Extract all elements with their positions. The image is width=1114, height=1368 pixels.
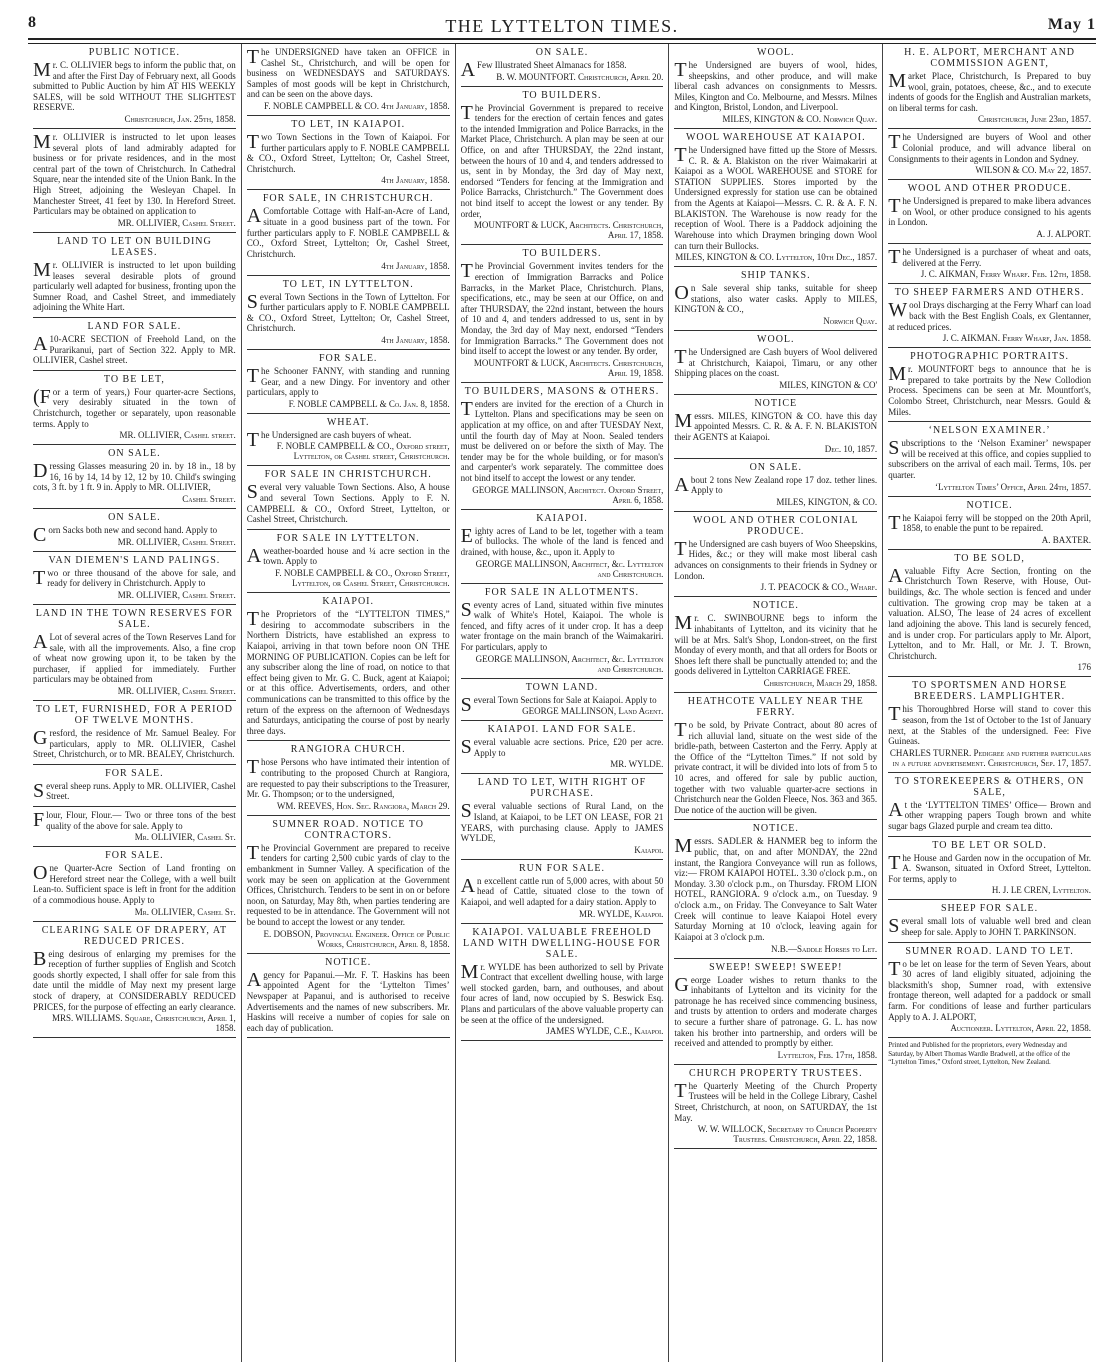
- ad-body: George Loader wishes to return thanks to the inhabitants of Lyttelton and its vicinity for the patronage he has received since commencing business, and trusts by attention to orders and moderate charges to secure a further share of patronage. G. L. has now taken his brother into partnership, and orders will be received and attended to promptly by either.: [674, 973, 878, 1049]
- ad-body: Two or three thousand of the above for sale, and ready for delivery in Christchurch. Apply to: [33, 566, 236, 589]
- ad-heading: ‘NELSON EXAMINER.’: [928, 425, 1051, 437]
- ad-body: Several sheep runs. Apply to MR. OLLIVIER, Cashel Street.: [33, 779, 236, 802]
- advertisement: [33, 44, 236, 129]
- ad-body: About 2 tons New Zealand rope 17 doz. tether lines. Apply to: [674, 473, 878, 496]
- ad-signature: MOUNTFORT & LUCK, Architects. Christchurch, April 17, 1858.: [473, 220, 664, 241]
- advertisement: [33, 765, 236, 807]
- ad-heading: PHOTOGRAPHIC PORTRAITS.: [910, 351, 1070, 363]
- masthead: [28, 14, 1096, 40]
- ad-heading: H. E. ALPORT, MERCHANT AND COMMISSION AGENT,: [904, 47, 1076, 69]
- advertisement: [33, 807, 236, 847]
- ad-signature: MILES, KINGTON & CO. Lyttelton, 10th Dec., 1857.: [675, 252, 878, 263]
- ad-body: The Undersigned is a purchaser of wheat and oats, delivered at the Ferry.: [888, 246, 1091, 269]
- ad-body: An excellent cattle run of 5,000 acres, with about 50 head of Cattle, situated close to the town of Kaiapoi, and well adapted for a dairy station. Apply to: [460, 874, 664, 908]
- ad-body: AFew Illustrated Sheet Almanacs for 1858.: [460, 59, 627, 81]
- ad-signature: A. J. ALPORT.: [1036, 229, 1091, 240]
- ad-body: Flour, Flour, Flour.— Two or three tons of the best quality of the above for sale. Apply to: [33, 808, 236, 831]
- advertisement: [888, 244, 1091, 284]
- ad-body: The Provincial Government is prepared to receive tenders for the erection of certain fences and gates to the intended Immigration and Police Barracks, in the Market Place, Christchurch. A plan may be seen at our Office, on and after THURSDAY, the 22nd instant, between the hours of 10 and 4, and tenders addressed to us, sent in by Monday, the 3rd day of May next, endorsed “Tenders for fencing at the Immigration and Police Barracks, Christchurch.” The Government does not bind itself to accept the lowest or any tender. By order,: [460, 101, 664, 219]
- ad-body: Being desirous of enlarging my premises for the reception of further supplies of English and Scotch goods shortly expected, I shall offer for sale from this date until the middle of May next my present large stock of drapery, at CONSIDERABLY REDUCED PRICES, for the purpose of effecting an early clearance.: [33, 947, 236, 1012]
- advertisement: [33, 509, 236, 552]
- ad-body: Several valuable acre sections. Price, £20 per acre. Apply to: [460, 736, 664, 759]
- ad-heading: HEATHCOTE VALLEY NEAR THE FERRY.: [687, 695, 864, 718]
- ad-body: The Undersigned is prepared to make libera advances on Wool, or other produce consigned to his agents in London.: [888, 195, 1091, 228]
- ad-heading: NOTICE.: [752, 600, 799, 612]
- ad-heading: LAND IN THE TOWN RESERVES FOR SALE.: [35, 607, 234, 630]
- advertisement: [674, 267, 877, 331]
- ad-body: This Thoroughbred Horse will stand to cover this season, from the 1st of October to the 1st of January next, at the Stables of the undersigned. Fee: Five Guineas.: [888, 703, 1091, 747]
- advertisement: [247, 276, 450, 350]
- ad-body: The Provincial Government invites tenders for the erection of Immigration Barracks and Police Barracks, in the Market Place, Christchurch. Plans, specifications, etc., may be seen at our Office, on and after THURSDAY, the 22nd instant, between the hours of 10 and 4, and tenders addressed to us, sent in by Monday, the 3rd day of May next, endorsed “Tenders for Immigration Barracks.” The Government does not bind itself to accept the lowest or any tender. By order,: [460, 260, 664, 357]
- ad-heading: KAIAPOI.: [322, 596, 374, 608]
- ad-heading: SHIP TANKS.: [740, 270, 811, 282]
- ad-heading: TO BE LET OR SOLD.: [932, 839, 1047, 851]
- ad-body: Tenders are invited for the erection of a Church in Lyttelton. Plans and specifications may be seen on application at my office, on and after TUESDAY Next, until the fourth day of May at Noon. Sealed tenders must be delivered on or before the sixth of May. The tender may be for the whole building, or for mason's and carpenter's work separately. The committee does not bind itself to accept the lowest or any tender.: [460, 397, 664, 484]
- ad-heading: SUMNER ROAD. NOTICE TO CONTRACTORS.: [272, 818, 425, 841]
- ad-heading: WOOL.: [757, 333, 795, 345]
- ad-heading: TO STOREKEEPERS & OTHERS, ON SALE,: [894, 775, 1085, 798]
- ad-signature: B. W. MOUNTFORT. Christchurch, April 20.: [496, 71, 664, 82]
- advertisement: [461, 774, 664, 859]
- ad-heading: TO BUILDERS.: [522, 89, 602, 101]
- ad-signature: 4th January, 1858.: [381, 334, 450, 345]
- advertisement: [674, 820, 877, 958]
- advertisement: [888, 348, 1091, 422]
- ad-signature: E. DOBSON, Provincial Engineer. Office of Public Works, Christchurch, April 8, 1858.: [263, 928, 450, 949]
- ad-body: The Undersigned are buyers of Wool and other Colonial produce, and will advance liberal on Consignments to their agents in London and Sydney.: [888, 131, 1091, 164]
- ad-heading: FOR SALE IN CHRISTCHURCH.: [264, 469, 432, 481]
- advertisement: [888, 943, 1091, 1039]
- advertisement: [888, 422, 1091, 496]
- ad-signature: Mr. OLLIVIER, Cashel St.: [134, 832, 236, 843]
- advertisement: [674, 129, 877, 267]
- ad-signature: ‘Lyttelton Times’ Office, April 24th, 1857.: [934, 481, 1091, 492]
- ad-heading: TO LET, FURNISHED, FOR A PERIOD OF TWELVE MONTHS.: [35, 703, 233, 726]
- ad-signature: GEORGE MALLINSON, Architect, &c. Lyttelton and Christchurch.: [475, 653, 664, 674]
- advertisement: [461, 87, 664, 246]
- ad-signature: F. NOBLE CAMPBELL & CO., Oxford Street, Lyttelton, or Cashel Street, Christchurch.: [275, 568, 450, 589]
- ad-heading: SWEEP! SWEEP! SWEEP!: [709, 961, 843, 973]
- ad-signature: WILSON & CO. May 22, 1857.: [975, 165, 1091, 176]
- advertisement: [674, 1065, 877, 1149]
- advertisement: [888, 773, 1091, 837]
- ad-signature: MILES, KINGTON & CO. Norwich Quay.: [722, 114, 878, 125]
- advertisement: [888, 550, 1091, 677]
- ad-heading: ON SALE.: [108, 448, 161, 460]
- advertisement: [33, 552, 236, 605]
- advertisement: [33, 922, 236, 1039]
- ad-heading: TO LET, IN KAIAPOI.: [291, 119, 406, 131]
- ad-body: Several Town Sections for Sale at Kaiapoi. Apply to: [460, 693, 657, 716]
- advertisement: [247, 741, 450, 815]
- ad-signature: A. BAXTER.: [1041, 534, 1091, 545]
- ad-body: Mr. OLLIVIER is instructed to let upon building leases several desirable plots of ground particularly well adapted for business, fronting upon the Sumner Road, and Cashel Street, and immediately adjoining the White Hart.: [33, 258, 236, 313]
- advertisement: [33, 233, 236, 318]
- ad-signature: 4th January, 1858.: [381, 260, 450, 271]
- ad-signature: F. NOBLE CAMPBELL & CO. 4th January, 1858.: [264, 101, 450, 112]
- ad-body: To be sold, by Private Contract, about 80 acres of rich alluvial land, situate on the west side of the bridle-path, between Casterton and the Ferry. Apply at the Office of the “Lyttelton Times.” If not sold by private contract, it will be divided into lots of from 5 to 10 acres, and offered for sale by public auction, together with two valuable quarter-acre sections in Christchurch near the Golden Fleece, Nos. 363 and 365. Due notice of the auction will be given.: [674, 718, 878, 815]
- ad-heading: TOWN LAND.: [525, 681, 599, 693]
- ad-signature: W. W. WILLOCK, Secretary to Church Property Trustees. Christchurch, April 22, 1858.: [697, 1124, 878, 1145]
- ad-body: The Undersigned are buyers of wool, hides, sheepskins, and other produce, and will make liberal cash advances on consignments to Messrs. Miles, Kington and Co. Melbourne, and Messrs. Milnes and Kington, Bristol, London, and Liverpool.: [674, 59, 878, 113]
- ad-signature: F. NOBLE CAMPBELL & CO., Oxford street, Lyttelton, or Cashel street, Christchurch.: [276, 441, 450, 462]
- ad-body: Mr. MOUNTFORT begs to announce that he is prepared to take portraits by the New Collodion Process. Specimens can be seen at Mr. Mountfort's, Colombo Street, Christchurch, near Messrs. Gould & Miles.: [888, 363, 1091, 417]
- advertisement: [674, 693, 877, 820]
- ad-heading: CLEARING SALE OF DRAPERY, AT REDUCED PRICES.: [41, 924, 228, 947]
- ad-heading: KAIAPOI. VALUABLE FREEHOLD LAND WITH DWELLING-HOUSE FOR SALE.: [462, 926, 662, 960]
- ad-heading: SUMNER ROAD. LAND TO LET.: [905, 945, 1074, 957]
- advertisement-columns: [28, 44, 1096, 1362]
- ad-signature: MILES, KINGTON, & CO.: [776, 496, 878, 507]
- ad-body: ALot of several acres of the Town Reserves Land for sale, with all the improvements. Also, a fine crop of wheat now growing upon it, to be taken by the purchaser, if applied for immediately. Further particulars may be obtained from: [33, 630, 236, 685]
- ad-heading: FOR SALE IN LYTTELTON.: [276, 532, 420, 544]
- ad-signature: Cashel Street.: [182, 494, 236, 505]
- ad-heading: FOR SALE.: [105, 850, 164, 862]
- ad-heading: TO SPORTSMEN AND HORSE BREEDERS. LAMPLIGHTER.: [912, 680, 1068, 703]
- column-4: [669, 44, 883, 1362]
- ad-body: Several Town Sections in the Town of Lyttelton. For further particulars apply to F. NOBLE CAMPBELL & CO., Oxford Street, Lyttelton; Or, Cashel Street, Christchurch.: [246, 290, 450, 334]
- ad-heading: TO BE SOLD,: [954, 552, 1025, 564]
- ad-heading: ON SALE.: [108, 512, 161, 524]
- ad-heading: KAIAPOI. LAND FOR SALE.: [487, 724, 637, 736]
- ad-body: Mr. C. OLLIVIER begs to inform the public that, on and after the First Day of February next, all Goods submitted to Public Auction by him AT HIS WEEKLY SALES, will be sold WITHOUT THE SLIGHTEST RESERVE.: [33, 59, 236, 113]
- ad-body: The Schooner FANNY, with standing and running Gear, and a new Dingy. For inventory and other particulars, apply to: [246, 364, 450, 398]
- advertisement: [888, 837, 1091, 901]
- advertisement: [461, 510, 664, 584]
- ad-heading: NOTICE: [754, 397, 798, 409]
- ad-body: Several valuable sections of Rural Land, on the Island, at Kaiapoi, to be LET ON LEASE, FOR 21 YEARS, with purchasing clause. Apply to JAMES WYLDE,: [460, 800, 664, 844]
- advertisement: [674, 959, 877, 1065]
- advertisement: [674, 331, 877, 395]
- ad-signature: MILES, KINGTON & CO': [779, 379, 878, 390]
- ad-body: The Quarterly Meeting of the Church Property Trustees will be held in the College Library, Cashel Street, Christchurch, at noon, on SATURDAY, the 1st May.: [674, 1079, 878, 1123]
- ad-signature: Christchurch, June 23rd, 1857.: [977, 114, 1091, 125]
- advertisement: [247, 350, 450, 414]
- advertisement: [247, 530, 450, 593]
- advertisement: [461, 860, 664, 924]
- advertisement: [33, 129, 236, 233]
- ad-signature: Mr. OLLIVIER, Cashel St.: [134, 906, 236, 917]
- column-5: [883, 44, 1096, 1362]
- ad-body: Messrs. MILES, KINGTON & CO. have this day appointed Messrs. C. R. & A. F. N. BLAKISTON their AGENTS at Kaiapoi.: [674, 409, 878, 443]
- ad-body: Two Town Sections in the Town of Kaiapoi. For further particulars apply to F. NOBLE CAMPBELL & CO., Oxford Street, Lyttelton; Or, Cashel Street, Christchurch.: [246, 131, 450, 174]
- issue-date: May 1: [1047, 16, 1096, 33]
- ad-signature: MOUNTFORT & LUCK, Architects. Christchurch, April 19, 1858.: [473, 357, 664, 378]
- ad-signature: MR. OLLIVIER, Cashel Street.: [117, 217, 236, 228]
- ad-heading: FOR SALE IN ALLOTMENTS.: [484, 586, 640, 598]
- ad-body: Seventy acres of Land, situated within five minutes walk of White's Hotel, Kaiapoi. The whole is fenced, and fifty acres of it under crop. It has a deep water frontage on the main branch of the Waimakariri. For particulars, apply to: [460, 598, 664, 652]
- ad-body: Market Place, Christchurch, Is Prepared to buy wool, grain, potatoes, cheese, &c., and to execute indents of goods for the English and Australian markets, on liberal terms for cash.: [888, 70, 1091, 113]
- advertisement: [888, 900, 1091, 942]
- ad-heading: KAIAPOI.: [536, 512, 588, 524]
- ad-heading: ON SALE.: [749, 461, 803, 473]
- ad-body: To be let on lease for the term of Seven Years, about 30 acres of land eligibly situated, adjoining the blacksmith's shop, Sumner road, with extensive frontage thereon, well adapted for a paddock or small farm. For conditions of lease and further particulars Apply to A. J. ALPORT,: [888, 957, 1091, 1022]
- ad-heading: TO LET, IN LYTTELTON.: [282, 278, 414, 290]
- ad-heading: TO BE LET,: [103, 373, 165, 385]
- ad-heading: LAND TO LET ON BUILDING LEASES.: [57, 235, 212, 258]
- ad-signature: 176: [1077, 662, 1091, 673]
- advertisement: [674, 512, 877, 597]
- column-3: [456, 44, 670, 1362]
- ad-signature: GEORGE MALLINSON, Land Agent.: [522, 706, 664, 717]
- advertisement: [461, 924, 664, 1042]
- advertisement: [247, 190, 450, 275]
- ad-heading: TO SHEEP FARMERS AND OTHERS.: [894, 287, 1085, 299]
- ad-signature: H. J. LE CREN, Lyttelton.: [991, 885, 1091, 896]
- advertisement: [247, 816, 450, 954]
- ad-heading: ON SALE.: [535, 47, 589, 58]
- ad-body: AComfortable Cottage with Half-an-Acre of Land, situate in a good business part of the town. For further particulars apply to F. NOBLE CAMPBELL & CO., Oxford Street, Lyttelton; Or, Cashel Street, Christchurch.: [246, 205, 450, 259]
- ad-body: Agency for Papanui.—Mr. F. T. Haskins has been appointed Agent for the ‘Lyttelton Times’ Newspaper at Papanui, and is authorised to receive Advertisements and the names of new subscribers. Mr. Haskins will receive a number of copies for sale on each day of publication.: [246, 968, 450, 1033]
- ad-body: The Undersigned are Cash buyers of Wool delivered at Christchurch, Kaiapoi, Timaru, or any other Shipping places on the coast.: [674, 345, 878, 379]
- newspaper-title: THE LYTTELTON TIMES.: [445, 16, 679, 36]
- ad-signature: J. T. PEACOCK & CO., Wharf.: [760, 582, 878, 593]
- advertisement: [33, 318, 236, 371]
- ad-heading: SHEEP FOR SALE.: [941, 903, 1039, 915]
- ad-body: Mr. WYLDE has been authorized to sell by Private Contract that excellent dwelling house, with large well stocked garden, barn, and outhouses, and about four acres of land, now occupied by S. Beswick Esq. Plans and particulars of the above valuable property can be seen at the office of the undersigned.: [460, 960, 664, 1025]
- ad-signature: MR. OLLIVIER, Cashel Street.: [117, 685, 236, 696]
- ad-signature: Kaiapoi.: [634, 844, 664, 855]
- column-1: [28, 44, 242, 1362]
- ad-signature: JAMES WYLDE, C.E., Kaiapoi.: [546, 1026, 664, 1037]
- ad-body: The Kaiapoi ferry will be stopped on the 20th April, 1858, to enable the punt to be repaired.: [888, 511, 1091, 534]
- ad-signature: F. NOBLE CAMPBELL & Co. Jan. 8, 1858.: [288, 398, 450, 409]
- ad-signature: Lyttelton, Feb. 17th, 1858.: [777, 1049, 878, 1060]
- ad-body: The Undersigned are cash buyers of wheat.: [246, 428, 412, 451]
- advertisement: [674, 44, 877, 129]
- ad-signature: 4th January, 1858.: [381, 175, 450, 186]
- ad-body: Messrs. SADLER & HANMER beg to inform the public, that, on and after MONDAY, the 22nd instant, the Rangiora Conveyance will run as follows, viz:— FROM KAIAPOI HOTEL. 3.30 o'clock p.m., on Monday. 3.30 o'clock p.m., on Thursday. FROM LION HOTEL, RANGIORA. 9 o'clock a.m., on Tuesday. 9 o'clock a.m., on Friday. The Conveyance to Salt Water Creek will continue to leave Kaiapoi Hotel every Saturday Morning at 10 o'clock, leaving again for Kaiapoi at 3 o'clock p.m.: [674, 835, 878, 942]
- advertisement: [888, 44, 1091, 129]
- ad-signature: N.B.—Saddle Horses to Let.: [770, 943, 878, 954]
- advertisement: [888, 180, 1091, 244]
- advertisement: [674, 597, 877, 693]
- advertisement: [888, 497, 1091, 550]
- ad-body: The House and Garden now in the occupation of Mr. A. Swanson, situated in Oxford Street, Lyttelton. For terms, apply to: [888, 851, 1091, 884]
- advertisement: [674, 459, 877, 512]
- ad-body: Avaluable Fifty Acre Section, fronting on the Christchurch Town Reserve, with House, Out-buildings, &c. The whole section is fenced and under cultivation. The growing crop may be taken at a valuation. ALSO, The lease of 24 acres of excellent land adjoining the above. This land is securely fenced, and is under crop. For particulars apply to Mr. Alport, Lyttelton, and to Mr. Hall, or Mr. J. T. Brown, Christchurch.: [888, 564, 1091, 661]
- ad-heading: PUBLIC NOTICE.: [88, 47, 181, 58]
- ad-body: Wool Drays discharging at the Ferry Wharf can load back with the Best English Coals, ex Glentanner, at reduced prices.: [888, 299, 1091, 332]
- advertisement: [461, 584, 664, 679]
- advertisement: [33, 701, 236, 765]
- ad-body: Mr. OLLIVIER is instructed to let upon leases several plots of land admirably adapted for business or for private residences, and in the most central part of the town of Christchurch. In Cathedral Square, near the intended site of the Union Bank. In the High Street, adjoining the Wesleyan Chapel. In Manchester Street, 41 feet by 130. In Hereford Street. Particulars may be obtained on application to: [33, 131, 236, 217]
- ad-signature: Christchurch, Jan. 25th, 1858.: [124, 114, 236, 125]
- ad-body: Aweather-boarded house and ¼ acre section in the town. Apply to: [246, 544, 450, 567]
- ad-heading: NOTICE.: [752, 823, 799, 835]
- advertisement: [33, 847, 236, 921]
- ad-signature: Norwich Quay.: [823, 315, 878, 326]
- ad-heading: NOTICE.: [966, 499, 1013, 511]
- ad-heading: LAND TO LET, WITH RIGHT OF PURCHASE.: [477, 777, 647, 800]
- advertisement: [461, 44, 664, 87]
- ad-heading: VAN DIEMEN'S LAND PALINGS.: [48, 554, 221, 566]
- ad-heading: FOR SALE.: [105, 767, 164, 779]
- ad-signature: MR. WYLDE.: [610, 759, 664, 770]
- ad-body: The Provincial Government are prepared to receive tenders for carting 2,500 cubic yards of clay to the embankment in Sumner Valley. A specification of the work may be seen on application at the Government Offices, Christchurch. Tenders to be sent in on or before noon, on Saturday, May 8th, when parties tendering are requested to be in attendance. The Government will not be bound to accept the lowest or any tender.: [246, 841, 450, 928]
- ad-heading: FOR SALE, IN CHRISTCHURCH.: [262, 193, 434, 205]
- ad-heading: TO BUILDERS, MASONS & OTHERS.: [464, 385, 660, 397]
- ad-heading: WOOL.: [757, 47, 795, 58]
- ad-signature: GEORGE MALLINSON, Architect. Oxford Street, April 6, 1858.: [472, 484, 664, 505]
- ad-signature: Christchurch, March 29, 1858.: [763, 677, 878, 688]
- ad-heading: WHEAT.: [326, 416, 370, 428]
- ad-body: Gresford, the residence of Mr. Samuel Bealey. For particulars, apply to MR. OLLIVIER, Cashel Street, Christchurch, or to MR. BEALEY, Christchurch.: [33, 726, 236, 760]
- advertisement: [461, 679, 664, 722]
- ad-signature: WM. REEVES, Hon. Sec. Rangiora, March 29.: [276, 800, 450, 811]
- page-number: 8: [28, 14, 36, 31]
- ad-body: On Sale several ship tanks, suitable for sheep stations, also water casks. Apply to MILES, KINGTON & CO.,: [674, 282, 878, 315]
- column-2: [242, 44, 456, 1362]
- advertisement: [247, 414, 450, 467]
- ad-body: A10-ACRE SECTION of Freehold Land, on the Purarikanui, part of Section 322. Apply to MR. OLLIVIER, Cashel street.: [33, 332, 236, 366]
- advertisement: [247, 116, 450, 190]
- advertisement: [33, 371, 236, 445]
- ad-heading: FOR SALE.: [318, 352, 378, 364]
- ad-heading: LAND FOR SALE.: [87, 320, 182, 332]
- ad-signature: MR. OLLIVIER, Cashel street.: [119, 430, 236, 441]
- advertisement: [247, 44, 450, 116]
- advertisement: [33, 605, 236, 701]
- advertisement: [674, 395, 877, 459]
- ad-body: Dressing Glasses measuring 20 in. by 18 in., 18 by 16, 16 by 14, 14 by 12, 12 by 10. Child's swinging cots, 3 ft. by 1 ft. 9 in. Apply to MR. OLLIVIER,: [33, 460, 236, 493]
- ad-body: Several small lots of valuable well bred and clean sheep for sale. Apply to JOHN T. PARKINSON.: [888, 915, 1091, 938]
- advertisement: [247, 593, 450, 741]
- advertisement: [888, 129, 1091, 180]
- ad-signature: MR. WYLDE, Kaiapoi.: [578, 908, 664, 919]
- ad-body: Eighty acres of Land to be let, together with a team of bullocks. The whole of the land is fenced and drained, with house, &c., upon it. Apply to: [460, 524, 664, 557]
- ad-signature: CHARLES TURNER. Pedigree and further particulars in a future advertisement. Christchurch, Sep. 17, 1857.: [889, 747, 1091, 768]
- advertisement: [247, 954, 450, 1039]
- ad-signature: MR. OLLIVIER, Cashel Street.: [117, 536, 236, 547]
- ad-heading: RUN FOR SALE.: [518, 862, 606, 874]
- advertisement: [461, 245, 664, 382]
- ad-heading: RANGIORA CHURCH.: [290, 744, 406, 756]
- ad-body: The UNDERSIGNED have taken an OFFICE in Cashel St., Christchurch, and will be open for business on WEDNESDAYS and SATURDAYS. Samples of most goods will be kept in Christchurch, and can be seen on the above days.: [246, 46, 450, 100]
- ad-body: Mr. C. SWINBOURNE begs to inform the inhabitants of Lyttelton, and its vicinity that he will be at Mrs. Salt's Shop, London-street, on the first Monday of every month, and that all orders for Boots or Shoes left there shall be punctually attended to; and the goods delivered in Lyttelton CARRIAGE FREE.: [674, 612, 878, 677]
- ad-heading: WOOL AND OTHER PRODUCE.: [907, 183, 1072, 195]
- ad-body: The Proprietors of the “LYTTELTON TIMES,” desiring to accommodate subscribers in the Northern Districts, have established an express to Kaiapoi, arriving in that town before noon ON THE MORNING OF PUBLICATION. Copies can be left for any subscriber along the line of road, on notice to that effect being given to Mr. G. C. Buck, agent at Kaiapoi; or at this office. Advertisements, orders, and other communications can be transmitted to this office by the return of the express on the afternoon of Wednesdays and Saturdays, anticipating the course of post by nearly three days.: [246, 608, 450, 736]
- printer-imprint: Printed and Published for the proprietors, every Wednesday and Saturday, by Albert Thomas Wardle Bradwell, at the office of the “Lyttelton Times,” Oxford street, Lyttelton, New Zealand.: [888, 1041, 1071, 1067]
- ad-signature: Auctioneer. Lyttelton, April 22, 1858.: [950, 1023, 1091, 1034]
- advertisement: [461, 383, 664, 510]
- ad-heading: TO BUILDERS.: [522, 248, 602, 260]
- advertisement: [888, 284, 1091, 348]
- ad-signature: J. C. AIKMAN, Ferry Wharf. Feb. 12th, 1858.: [920, 269, 1091, 280]
- advertisement: [888, 677, 1091, 772]
- ad-signature: Dec. 10, 1857.: [824, 443, 878, 454]
- ad-signature: MR. OLLIVIER, Cashel Street.: [117, 589, 236, 600]
- ad-signature: MRS. WILLIAMS. Square, Christchurch, April 1, 1858.: [51, 1013, 236, 1034]
- ad-body: (For a term of years,) Four quarter-acre Sections, very desirably situated in the town of Christchurch, together or separately, upon reasonable terms. Apply to: [33, 385, 236, 429]
- ad-body: Subscriptions to the ‘Nelson Examiner’ newspaper will be received at this office, and copies supplied to subscribers on the arrival of each mail. Terms, 10s. per quarter.: [888, 437, 1091, 481]
- ad-signature: GEORGE MALLINSON, Architect, &c. Lyttelton and Christchurch.: [475, 558, 664, 579]
- ad-heading: NOTICE.: [325, 956, 372, 968]
- advertisement: [33, 445, 236, 509]
- ad-body: Corn Sacks both new and second hand. Apply to: [33, 524, 218, 547]
- ad-heading: CHURCH PROPERTY TRUSTEES.: [688, 1067, 863, 1079]
- ad-heading: WOOL WAREHOUSE AT KAIAPOI.: [685, 132, 866, 144]
- ad-body: One Quarter-Acre Section of Land fronting on Hereford street near the College, with a well built Lean-to. Sufficient space is left in front for the addition of a commodious house. Apply to: [33, 862, 236, 906]
- ad-body: At the ‘LYTTELTON TIMES’ Office— Brown and other wrapping papers Tough brown and white sugar bags Glazed purple and cream tea ditto.: [888, 798, 1091, 831]
- advertisement: [461, 721, 664, 774]
- ad-body: The Undersigned are cash buyers of Woo Sheepskins, Hides, &c.; or they will make most liberal cash advances on consignments to their friends in Sydney or London.: [674, 537, 878, 581]
- ad-heading: WOOL AND OTHER COLONIAL PRODUCE.: [692, 514, 859, 537]
- ad-signature: J. C. AIKMAN. Ferry Wharf, Jan. 1858.: [942, 333, 1091, 344]
- advertisement: [247, 466, 450, 529]
- ad-body: Several very valuable Town Sections. Also, A house and several Town Sections. Apply to F. N. CAMPBELL & CO., Oxford Street, Lyttelton, or Cashel Street, Christchurch.: [246, 481, 450, 525]
- ad-body: Those Persons who have intimated their intention of contributing to the proposed Church at Rangiora, are requested to pay their subscriptions to the Treasurer, Mr. G. Thompson; or to the undersigned,: [246, 756, 450, 800]
- ad-body: The Undersigned have fitted up the Store of Messrs. C. R. & A. Blakiston on the river Waimakariri at Kaiapoi as a WOOL WAREHOUSE and STORE for STATION SUPPLIES. Stores imported by the Undersigned expressly for station use can be obtained from the Agents at Kaiapoi—Messrs. C. R. & A. F. N. BLAKISTON. The Warehouse is now ready for the reception of Wool. There is a Paddock adjoining the Warehouse into which Draymen bringing down Wool can turn their Bullocks.: [674, 144, 878, 251]
